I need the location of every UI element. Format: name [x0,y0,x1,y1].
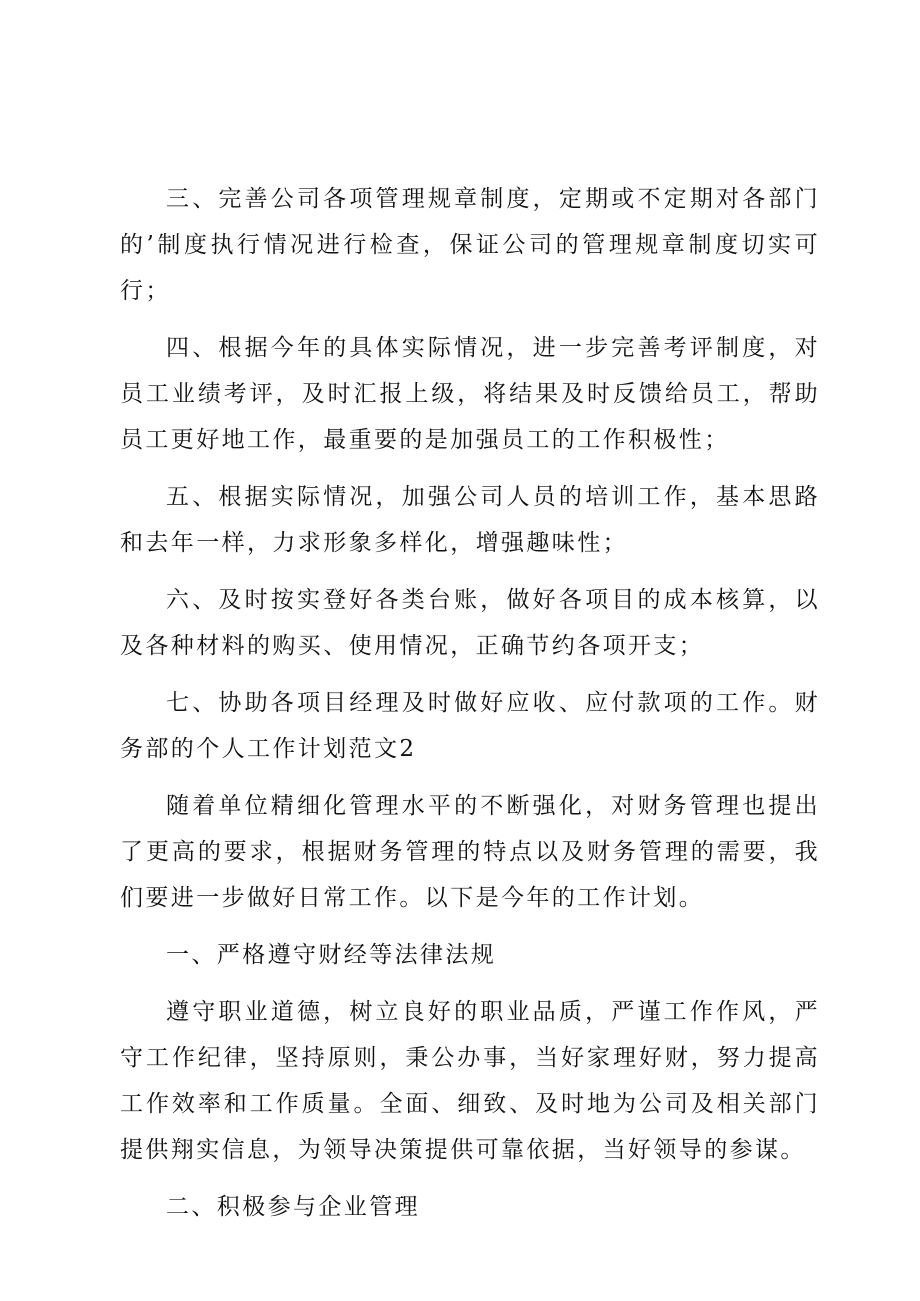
paragraph-item-four: 四、根据今年的具体实际情况，进一步完善考评制度，对员工业绩考评，及时汇报上级，将结果及时反馈给员工，帮助员工更好地工作，最重要的是加强员工的工作积极性； [120,335,820,453]
paragraph-item-three: 三、完善公司各项管理规章制度，定期或不定期对各部门的’制度执行情况进行检查，保证公司的管理规章制度切实可行； [120,186,820,304]
paragraph-item-seven: 七、协助各项目经理及时做好应收、应付款项的工作。财务部的个人工作计划范文2 [120,690,820,762]
paragraph-item-six: 六、及时按实登好各类台账，做好各项目的成本核算，以及各种材料的购买、使用情况，正确节约各项开支； [120,587,820,659]
paragraph-section-one-body: 遵守职业道德，树立良好的职业品质，严谨工作作风，严守工作纪律，坚持原则，秉公办事，当好家理好财，努力提高工作效率和工作质量。全面、细致、及时地为公司及相关部门提供翔实信息，为领导决策提供可靠依据，当好领导的参谋。 [120,999,820,1163]
paragraph-intro: 随着单位精细化管理水平的不断强化，对财务管理也提出了更高的要求，根据财务管理的特点以及财务管理的需要，我们要进一步做好日常工作。以下是今年的工作计划。 [120,793,820,911]
paragraph-item-five: 五、根据实际情况，加强公司人员的培训工作，基本思路和去年一样，力求形象多样化，增强趣味性； [120,484,820,556]
section-heading-two: 二、积极参与企业管理 [166,1194,420,1220]
section-heading-one: 一、严格遵守财经等法律法规 [166,942,497,968]
document-body [120,176,820,1230]
